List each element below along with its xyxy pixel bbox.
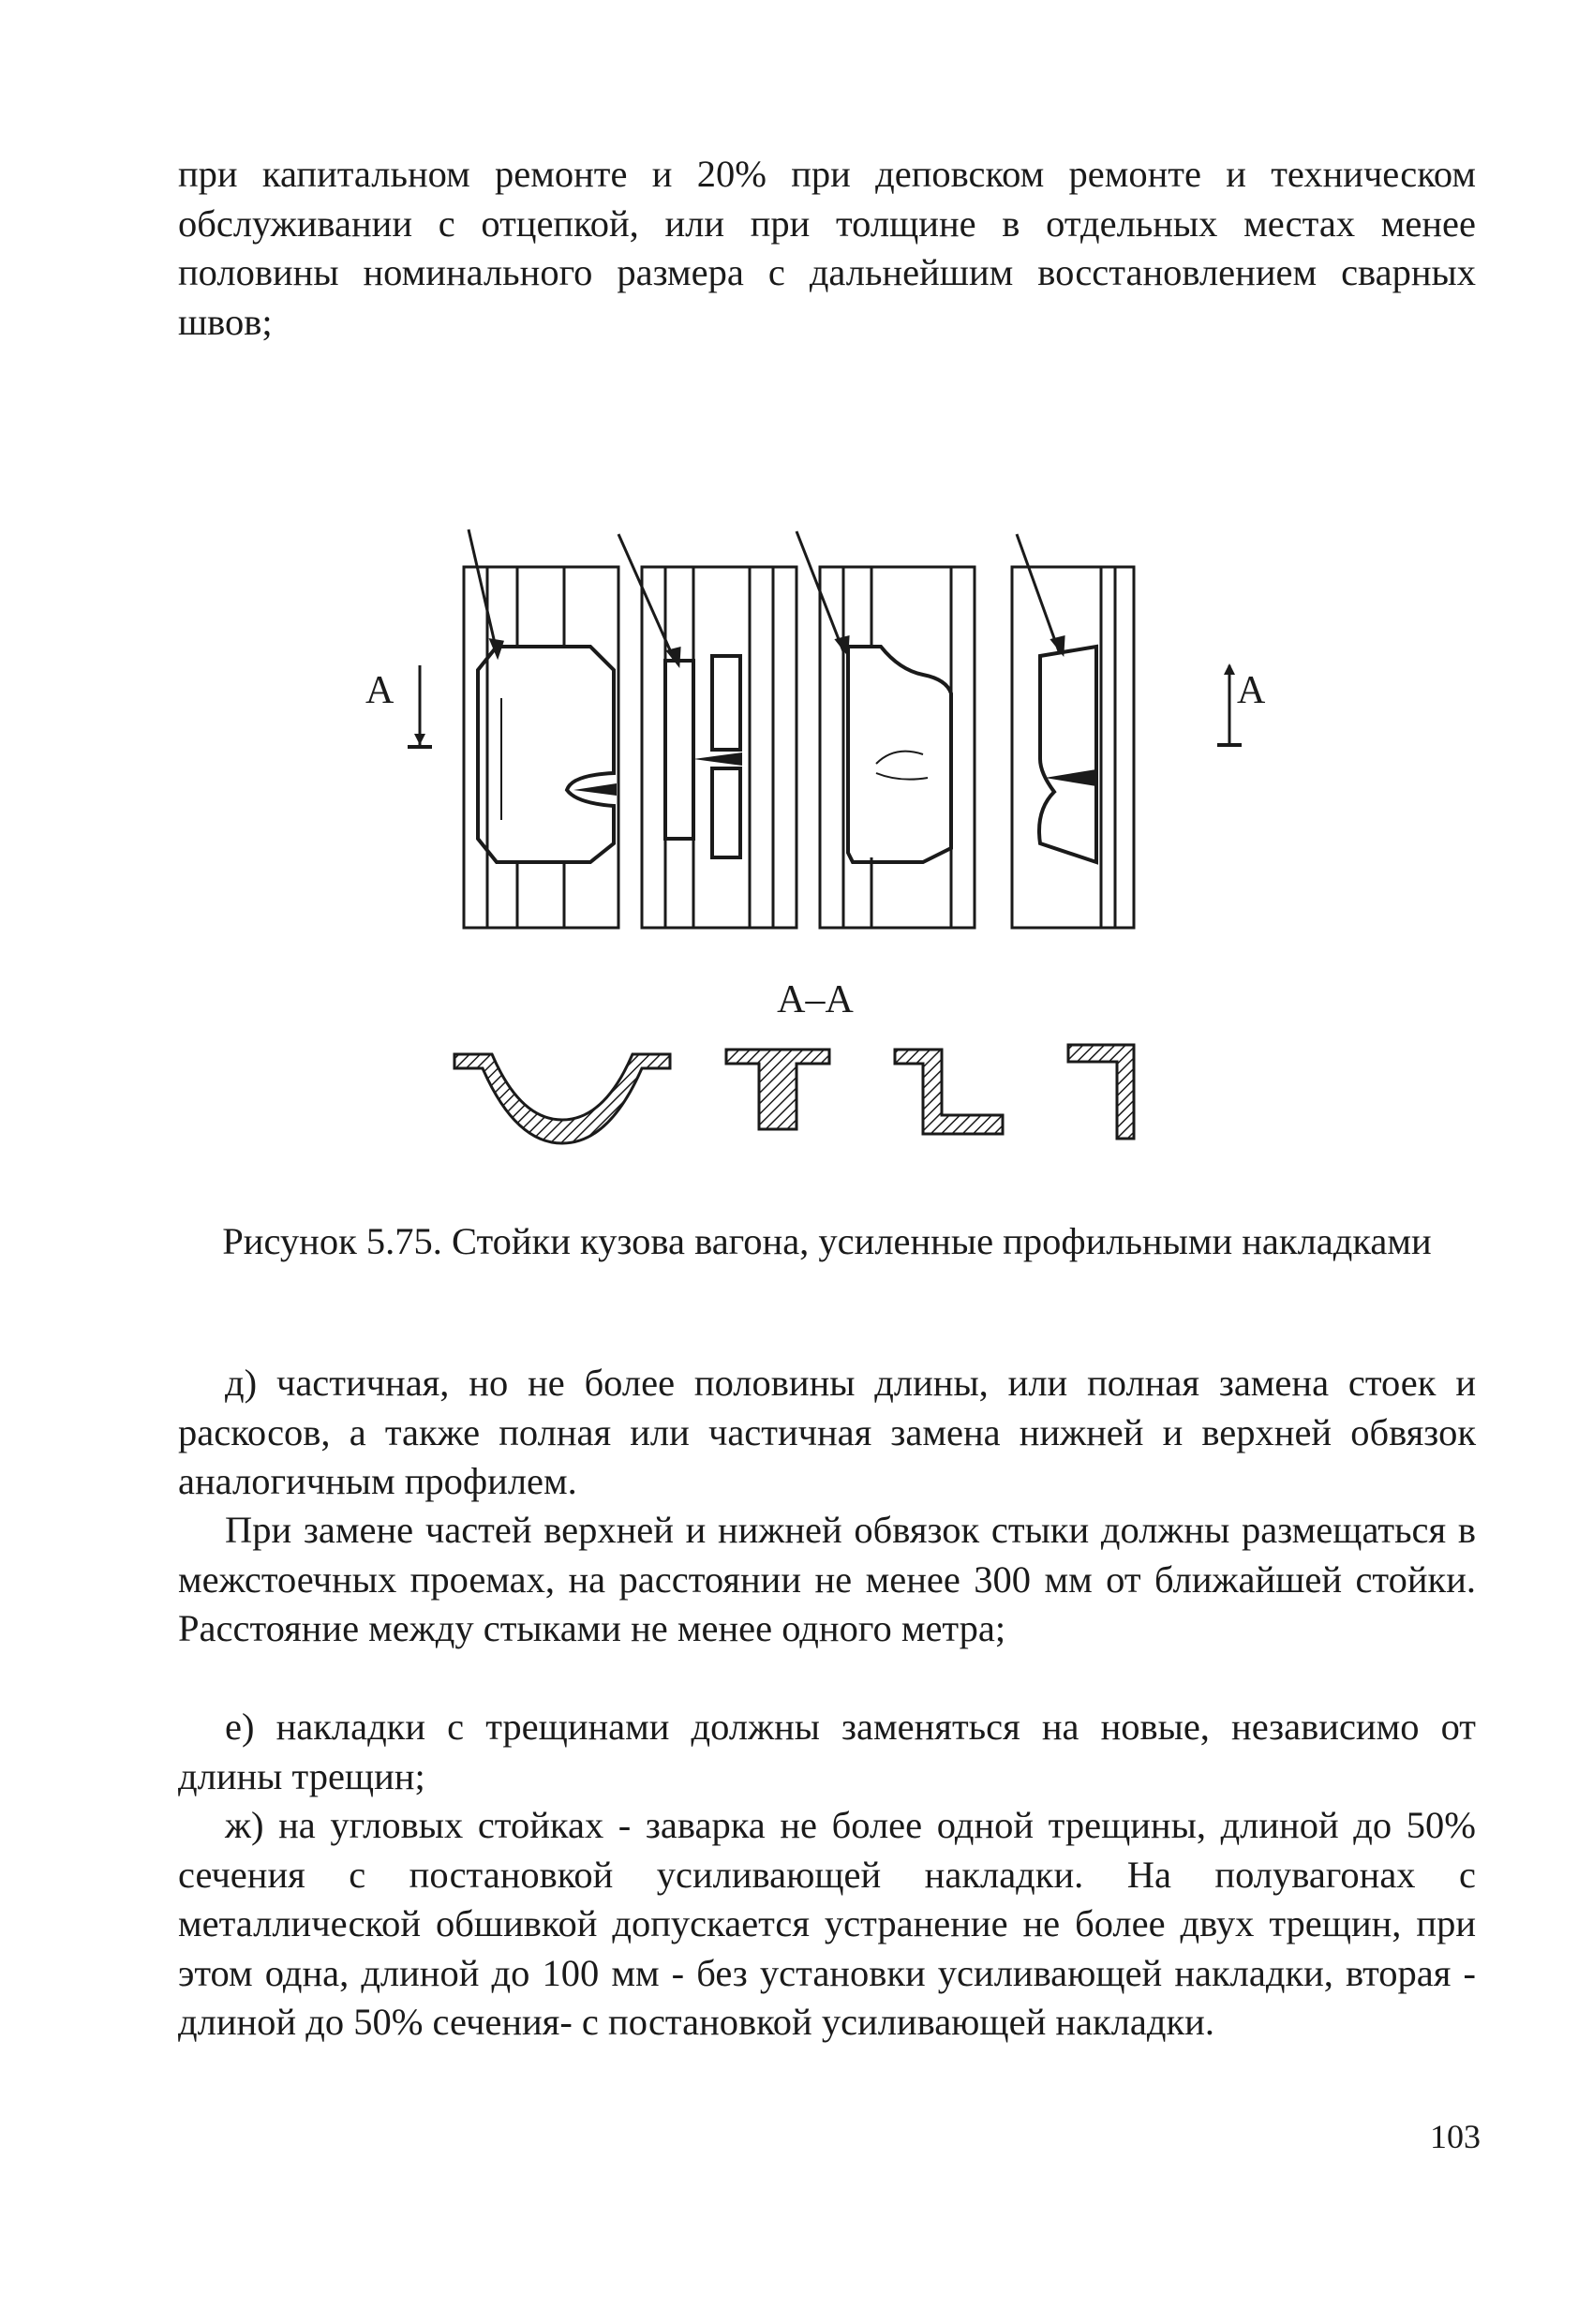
post-3-drawing — [796, 531, 975, 928]
figure-5-75 — [356, 520, 1274, 1157]
cross-section-1 — [454, 1054, 670, 1143]
section-title: А–А — [777, 978, 854, 1021]
post-2-drawing — [618, 534, 796, 928]
page-number: 103 — [1430, 2118, 1481, 2155]
post-1-drawing — [464, 529, 618, 928]
paragraph-item-d: д) частичная, но не более половины длины, или полная замена стоек и раскосов, а также полная или частичная замена нижней и верхней обвязок аналогичным профилем. — [178, 1362, 1476, 1502]
paragraph-joints: При замене частей верхней и нижней обвязок стыки должны размещаться в межстоечных проемах, на расстоянии не менее 300 мм от ближайшей стойки. Расстояние между стыками не менее одного метра; — [178, 1509, 1476, 1649]
cross-section-3 — [895, 1050, 1003, 1134]
cross-section-2 — [726, 1050, 829, 1129]
section-mark-left — [365, 665, 432, 747]
paragraph-continuation: при капитальном ремонте и 20% при деповском ремонте и техническом обслуживании с отцепкой, или при толщине в отдельных местах менее половины номинального размера с дальнейшим восстановлением сварных швов; — [178, 153, 1476, 343]
paragraph-item-e: е) накладки с трещинами должны заменяться на новые, независимо от длины трещин; — [178, 1706, 1476, 1797]
cross-section-4 — [1068, 1045, 1134, 1139]
section-mark-left-label: А — [365, 669, 395, 712]
figure-caption: Рисунок 5.75. Стойки кузова вагона, усиленные профильными накладками — [222, 1220, 1432, 1262]
post-4-drawing — [1012, 534, 1134, 928]
section-mark-right-label: А — [1237, 669, 1266, 712]
section-mark-right — [1217, 663, 1266, 745]
paragraph-item-zh: ж) на угловых стойках - заварка не более одной трещины, длиной до 50% сечения с постановкой усиливающей накладки. На полувагонах с металлической обшивкой допускается устранение не более двух трещин, при этом одна, длиной до 100 мм - без установки усиливающей накладки, вторая - длиной до 50% сечения- с постановкой усиливающей накладки. — [178, 1804, 1476, 2043]
